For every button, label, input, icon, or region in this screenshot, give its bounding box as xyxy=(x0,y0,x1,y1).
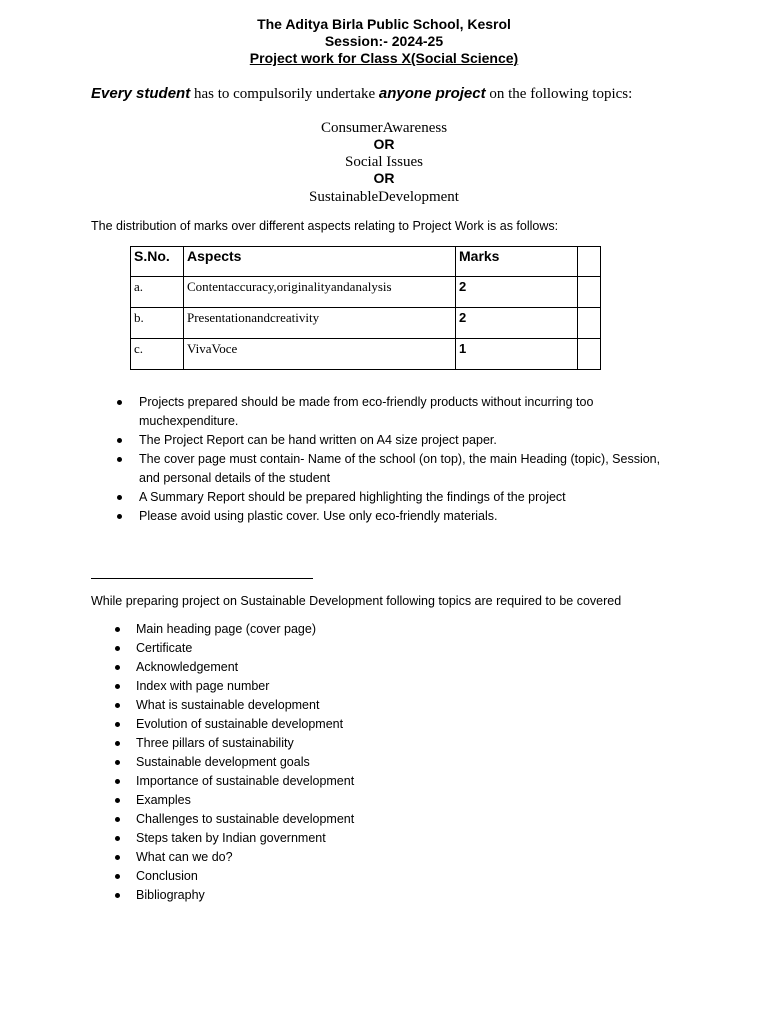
topic-consumer-awareness: ConsumerAwareness xyxy=(320,120,448,136)
bullet-icon xyxy=(115,646,120,651)
bullet-icon xyxy=(117,438,122,443)
list-item-text: A Summary Report should be prepared highlighting the findings of the project xyxy=(139,490,566,504)
divider-line xyxy=(91,578,313,579)
row-sno: c. xyxy=(131,339,184,370)
list-item xyxy=(136,753,536,772)
sd-intro-text: While preparing project on Sustainable Development following topics are required to be covered xyxy=(91,594,622,608)
or-separator-2: OR xyxy=(373,170,395,186)
list-item-text: Certificate xyxy=(136,641,193,655)
project-title-text: Project work for Class X(Social Science) xyxy=(249,50,519,66)
row-aspect: Presentationandcreativity xyxy=(184,308,456,339)
list-item xyxy=(139,450,679,488)
list-item-text: Main heading page (cover page) xyxy=(136,622,316,636)
list-item xyxy=(136,639,536,658)
topic-social-issues: Social Issues xyxy=(345,154,423,170)
list-item-text: Conclusion xyxy=(136,869,198,883)
intro-text-2: on the following topics: xyxy=(485,86,633,102)
sd-topics-list xyxy=(136,620,536,905)
list-item-text: What is sustainable development xyxy=(136,698,320,712)
list-item-text: Bibliography xyxy=(136,888,205,902)
list-item-text: Projects prepared should be made from eco-friendly products without incurring too xyxy=(139,395,594,409)
table-row xyxy=(131,339,601,370)
bullet-icon xyxy=(115,703,120,708)
intro-emphasis-every-student: Every student xyxy=(91,85,191,102)
row-aspect: VivaVoce xyxy=(184,339,456,370)
intro-line xyxy=(91,85,632,103)
list-item-text: muchexpenditure. xyxy=(139,414,239,428)
table-row xyxy=(131,277,601,308)
row-marks: 2 xyxy=(456,277,578,308)
list-item-text: Acknowledgement xyxy=(136,660,239,674)
header-marks: Marks xyxy=(456,247,578,277)
list-item-text: Index with page number xyxy=(136,679,270,693)
list-item-text: Three pillars of sustainability xyxy=(136,736,294,750)
row-marks: 1 xyxy=(456,339,578,370)
list-item-text: Challenges to sustainable development xyxy=(136,812,355,826)
list-item xyxy=(139,393,679,431)
list-item xyxy=(136,848,536,867)
list-item xyxy=(136,810,536,829)
intro-text-1: has to compulsorily undertake xyxy=(190,86,379,102)
bullet-icon xyxy=(115,874,120,879)
table-row xyxy=(131,308,601,339)
bullet-icon xyxy=(115,798,120,803)
list-item xyxy=(136,886,536,905)
row-sno: b. xyxy=(131,308,184,339)
bullet-icon xyxy=(115,741,120,746)
project-title xyxy=(0,50,768,67)
bullet-icon xyxy=(115,836,120,841)
list-item xyxy=(136,677,536,696)
bullet-icon xyxy=(115,684,120,689)
list-item-text: Sustainable development goals xyxy=(136,755,310,769)
bullet-icon xyxy=(115,665,120,670)
topic-sustainable-development: SustainableDevelopment xyxy=(309,189,459,205)
bullet-icon xyxy=(115,817,120,822)
list-item-text: Importance of sustainable development xyxy=(136,774,355,788)
school-name: The Aditya Birla Public School, Kesrol xyxy=(257,16,511,32)
row-empty xyxy=(578,277,601,308)
header-aspects: Aspects xyxy=(184,247,456,277)
row-marks: 2 xyxy=(456,308,578,339)
list-item xyxy=(136,829,536,848)
list-item xyxy=(136,696,536,715)
bullet-icon xyxy=(115,722,120,727)
list-item-text: Please avoid using plastic cover. Use only eco-friendly materials. xyxy=(139,509,498,523)
header-empty xyxy=(578,247,601,277)
bullet-icon xyxy=(117,495,122,500)
list-item-text: The cover page must contain- Name of the school (on top), the main Heading (topic), Session, xyxy=(139,452,661,466)
bullet-icon xyxy=(117,457,122,462)
list-item xyxy=(139,507,679,526)
intro-emphasis-anyone-project: anyone project xyxy=(378,85,486,102)
list-item-text: Steps taken by Indian government xyxy=(136,831,326,845)
bullet-icon xyxy=(115,779,120,784)
list-item xyxy=(136,791,536,810)
guidelines-list xyxy=(139,393,679,526)
list-item xyxy=(139,488,679,507)
list-item xyxy=(136,620,536,639)
list-item xyxy=(136,734,536,753)
list-item-text: and personal details of the student xyxy=(139,471,331,485)
row-aspect: Contentaccuracy,originalityandanalysis xyxy=(184,277,456,308)
list-item-text: The Project Report can be hand written on A4 size project paper. xyxy=(139,433,497,447)
list-item xyxy=(136,658,536,677)
bullet-icon xyxy=(117,400,122,405)
bullet-icon xyxy=(115,855,120,860)
list-item xyxy=(139,431,679,450)
or-separator-1: OR xyxy=(373,136,395,152)
header-sno: S.No. xyxy=(131,247,184,277)
row-empty xyxy=(578,308,601,339)
list-item-text: Evolution of sustainable development xyxy=(136,717,344,731)
bullet-icon xyxy=(115,760,120,765)
list-item xyxy=(136,867,536,886)
bullet-icon xyxy=(117,514,122,519)
list-item xyxy=(136,772,536,791)
list-item-text: Examples xyxy=(136,793,191,807)
distribution-text: The distribution of marks over different aspects relating to Project Work is as follows: xyxy=(91,219,559,233)
table-header-row xyxy=(131,247,601,277)
bullet-icon xyxy=(115,893,120,898)
bullet-icon xyxy=(115,627,120,632)
marks-table xyxy=(130,246,601,370)
list-item-text: What can we do? xyxy=(136,850,233,864)
session-label: Session:- 2024-25 xyxy=(324,33,444,49)
row-empty xyxy=(578,339,601,370)
list-item xyxy=(136,715,536,734)
row-sno: a. xyxy=(131,277,184,308)
